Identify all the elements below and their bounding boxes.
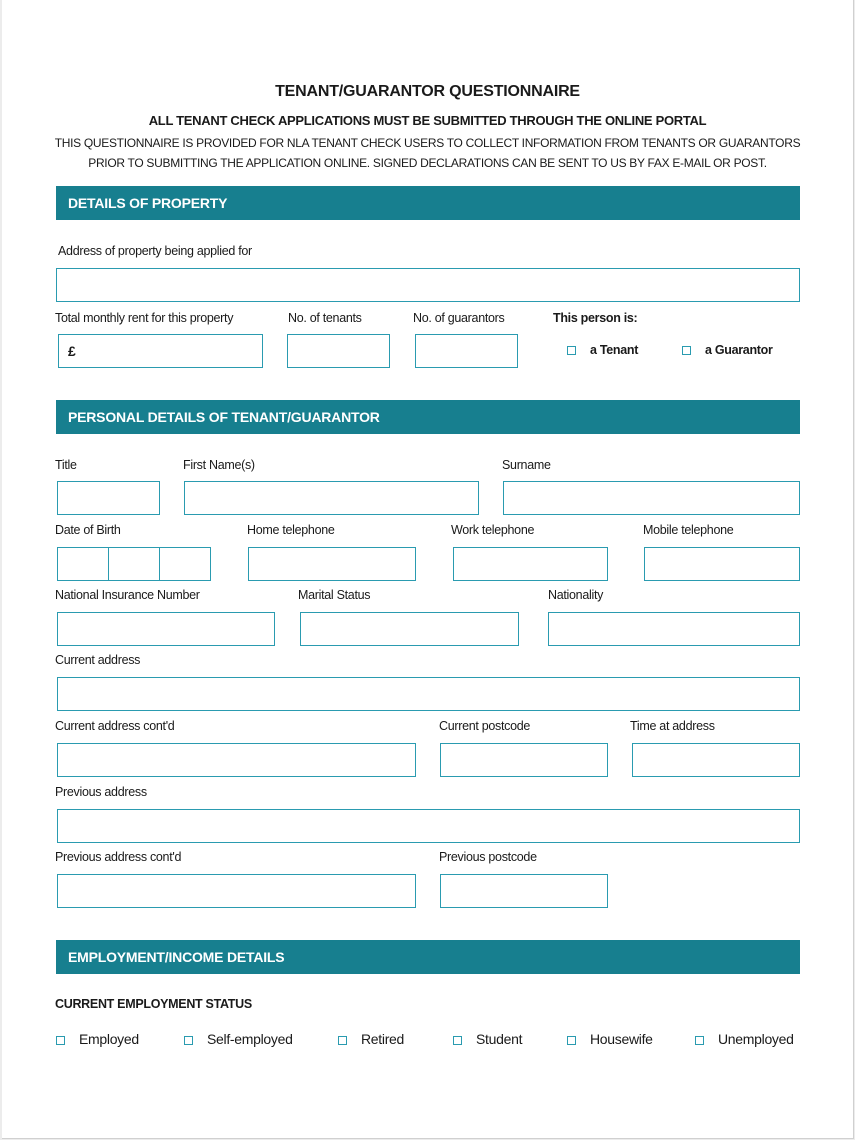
current-address-field[interactable] [57,677,800,711]
time-at-address-label: Time at address [630,719,715,733]
person-is-label: This person is: [553,311,638,325]
home-tel-label: Home telephone [247,523,335,537]
option-unemployed-label: Unemployed [718,1031,794,1047]
dob-label: Date of Birth [55,523,121,537]
current-postcode-field[interactable] [440,743,608,777]
option-housewife[interactable] [567,1031,653,1047]
ni-field[interactable] [57,612,275,646]
nationality-label: Nationality [548,588,604,602]
property-address-label: Address of property being applied for [58,244,252,258]
option-guarantor[interactable] [682,343,773,357]
dob-day-divider [108,548,109,580]
form-page [2,0,854,1139]
mobile-tel-label: Mobile telephone [643,523,734,537]
student-checkbox-icon[interactable] [453,1036,462,1045]
option-self-employed[interactable] [184,1031,293,1047]
first-names-field[interactable] [184,481,479,515]
current-address-contd-field[interactable] [57,743,416,777]
housewife-checkbox-icon[interactable] [567,1036,576,1045]
nationality-field[interactable] [548,612,800,646]
option-housewife-label: Housewife [590,1031,653,1047]
option-retired[interactable] [338,1031,404,1047]
previous-address-label: Previous address [55,785,147,799]
section-header-employment: EMPLOYMENT/INCOME DETAILS [56,940,800,974]
time-at-address-field[interactable] [632,743,800,777]
option-guarantor-label: a Guarantor [705,343,773,357]
form-title: TENANT/GUARANTOR QUESTIONNAIRE [275,83,580,100]
num-guarantors-field[interactable] [415,334,518,368]
previous-postcode-label: Previous postcode [439,850,537,864]
home-tel-field[interactable] [248,547,416,581]
first-names-label: First Name(s) [183,458,255,472]
work-tel-field[interactable] [453,547,608,581]
current-postcode-label: Current postcode [439,719,531,733]
option-student[interactable] [453,1031,522,1047]
dob-month-divider [159,548,160,580]
option-tenant-label: a Tenant [590,343,639,357]
previous-address-contd-field[interactable] [57,874,416,908]
previous-postcode-field[interactable] [440,874,608,908]
employment-status-label: CURRENT EMPLOYMENT STATUS [55,997,252,1011]
section-header-property: DETAILS OF PROPERTY [56,186,800,220]
option-employed[interactable] [56,1031,139,1047]
current-address-contd-label: Current address cont'd [55,719,175,733]
form-subtitle: ALL TENANT CHECK APPLICATIONS MUST BE SUBMITTED THROUGH THE ONLINE PORTAL [148,113,707,128]
option-tenant[interactable] [567,343,638,357]
option-retired-label: Retired [361,1031,405,1047]
mobile-tel-field[interactable] [644,547,800,581]
marital-field[interactable] [300,612,519,646]
guarantor-checkbox-icon[interactable] [682,346,691,355]
current-address-label: Current address [55,653,141,667]
unemployed-checkbox-icon[interactable] [695,1036,704,1045]
retired-checkbox-icon[interactable] [338,1036,347,1045]
option-unemployed[interactable] [695,1031,794,1047]
num-tenants-label: No. of tenants [288,311,362,325]
previous-address-contd-label: Previous address cont'd [55,850,182,864]
marital-label: Marital Status [298,588,371,602]
option-employed-label: Employed [79,1031,139,1047]
employed-checkbox-icon[interactable] [56,1036,65,1045]
num-tenants-field[interactable] [287,334,390,368]
surname-label: Surname [502,458,551,472]
intro-line-2: PRIOR TO SUBMITTING THE APPLICATION ONLINE. SIGNED DECLARATIONS CAN BE SENT TO US BY FAX E-MAIL OR POST. [88,156,767,170]
section-header-personal: PERSONAL DETAILS OF TENANT/GUARANTOR [56,400,800,434]
option-student-label: Student [476,1031,523,1047]
surname-field[interactable] [503,481,800,515]
work-tel-label: Work telephone [451,523,535,537]
property-address-field[interactable] [56,268,800,302]
monthly-rent-label: Total monthly rent for this property [55,311,234,325]
option-self-employed-label: Self-employed [207,1031,293,1047]
previous-address-field[interactable] [57,809,800,843]
intro-line-1: THIS QUESTIONNAIRE IS PROVIDED FOR NLA TENANT CHECK USERS TO COLLECT INFORMATION FROM TENANTS OR GUARANTORS [54,136,801,150]
self-employed-checkbox-icon[interactable] [184,1036,193,1045]
title-field[interactable] [57,481,160,515]
pound-sign: £ [68,343,76,359]
dob-field[interactable] [57,547,211,581]
title-label: Title [55,458,77,472]
monthly-rent-field[interactable] [58,334,263,368]
ni-label: National Insurance Number [55,588,200,602]
tenant-checkbox-icon[interactable] [567,346,576,355]
num-guarantors-label: No. of guarantors [413,311,505,325]
